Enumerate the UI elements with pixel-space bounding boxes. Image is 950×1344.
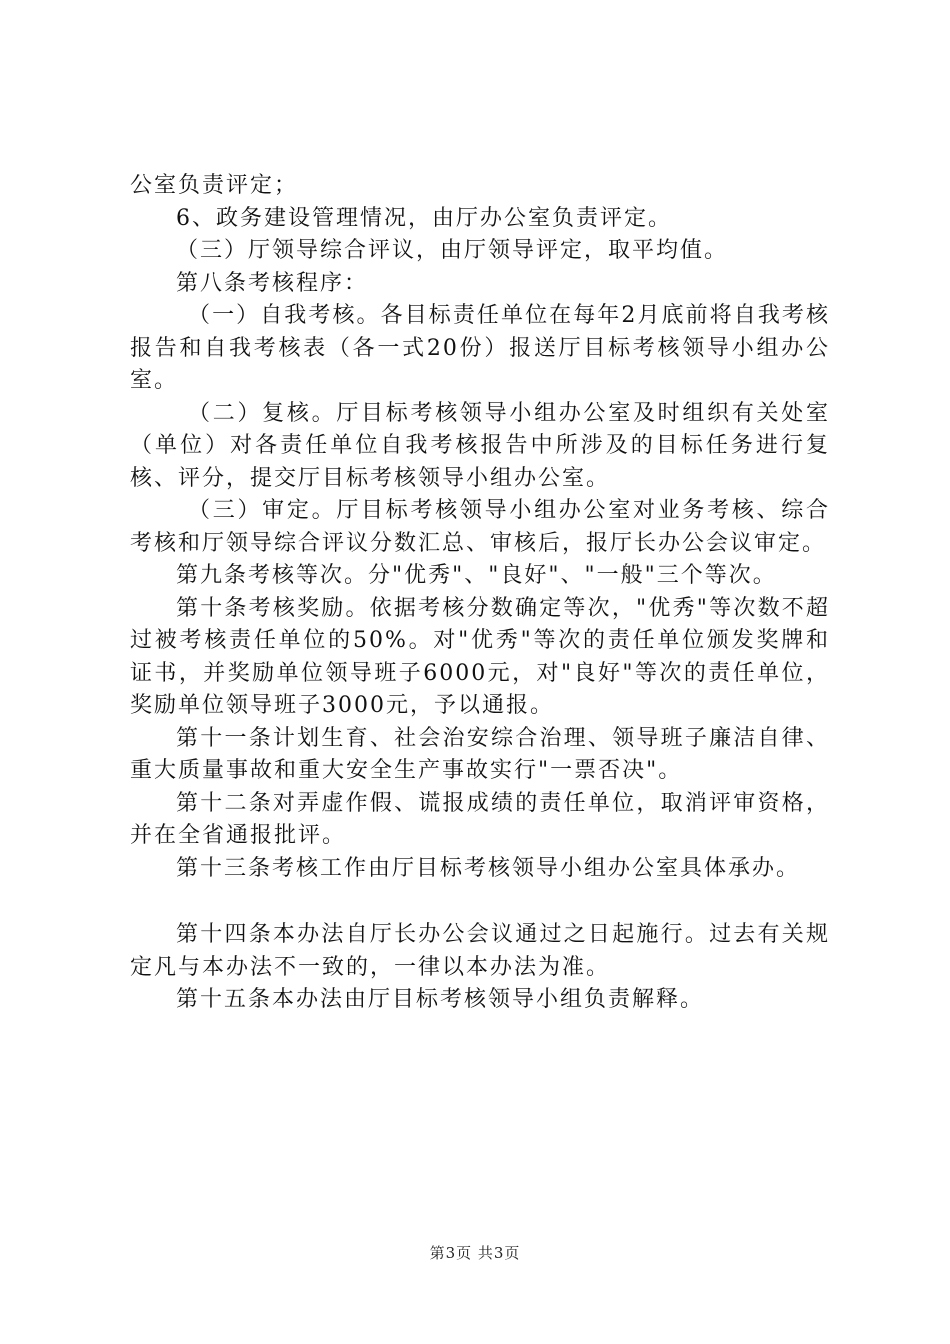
page-number-footer: 第3页 共3页 [429,1244,521,1262]
paragraph-continuation: 公室负责评定； [130,173,299,198]
paragraph-article-11: 第十一条计划生育、社会治安综合治理、领导班子廉洁自律、重大质量事故和重大安全生产事故实行"一票否决"。 [130,725,830,783]
paragraph-item-6: 6、政务建设管理情况，由厅办公室负责评定。 [176,205,672,231]
paragraph-leader-review: （三）厅领导综合评议，由厅领导评定，取平均值。 [176,238,729,263]
paragraph-article-13: 第十三条考核工作由厅目标考核领导小组办公室具体承办。 [176,855,801,881]
paragraph-gap [130,885,830,919]
paragraph-article-12: 第十二条对弄虚作假、谎报成绩的责任单位，取消评审资格，并在全省通报批评。 [130,790,830,848]
paragraph-self-assessment: （一）自我考核。各目标责任单位在每年2月底前将自我考核报告和自我考核表（各一式20份）报送厅目标考核领导小组办公室。 [130,303,830,393]
paragraph-article-8: 第八条考核程序： [176,270,369,296]
paragraph-article-9: 第九条考核等次。分"优秀"、"良好"、"一般"三个等次。 [176,563,777,588]
paragraph-article-10: 第十条考核奖励。依据考核分数确定等次，"优秀"等次数不超过被考核责任单位的50%。对"优秀"等次的责任单位颁发奖牌和证书，并奖励单位领导班子6000元，对"良好"等次的责任单位，奖励单位领导班子3000元，予以通报。 [130,595,830,718]
paragraph-article-15: 第十五条本办法由厅目标考核领导小组负责解释。 [176,987,705,1012]
document-body [130,170,830,1017]
paragraph-review: （二）复核。厅目标考核领导小组办公室及时组织有关处室（单位）对各责任单位自我考核报告中所涉及的目标任务进行复核、评分，提交厅目标考核领导小组办公室。 [130,400,830,491]
paragraph-article-14: 第十四条本办法自厅长办公会议通过之日起施行。过去有关规定凡与本办法不一致的，一律以本办法为准。 [130,922,830,980]
paragraph-approval: （三）审定。厅目标考核领导小组办公室对业务考核、综合考核和厅领导综合评议分数汇总、审核后，报厅长办公会议审定。 [130,498,830,556]
